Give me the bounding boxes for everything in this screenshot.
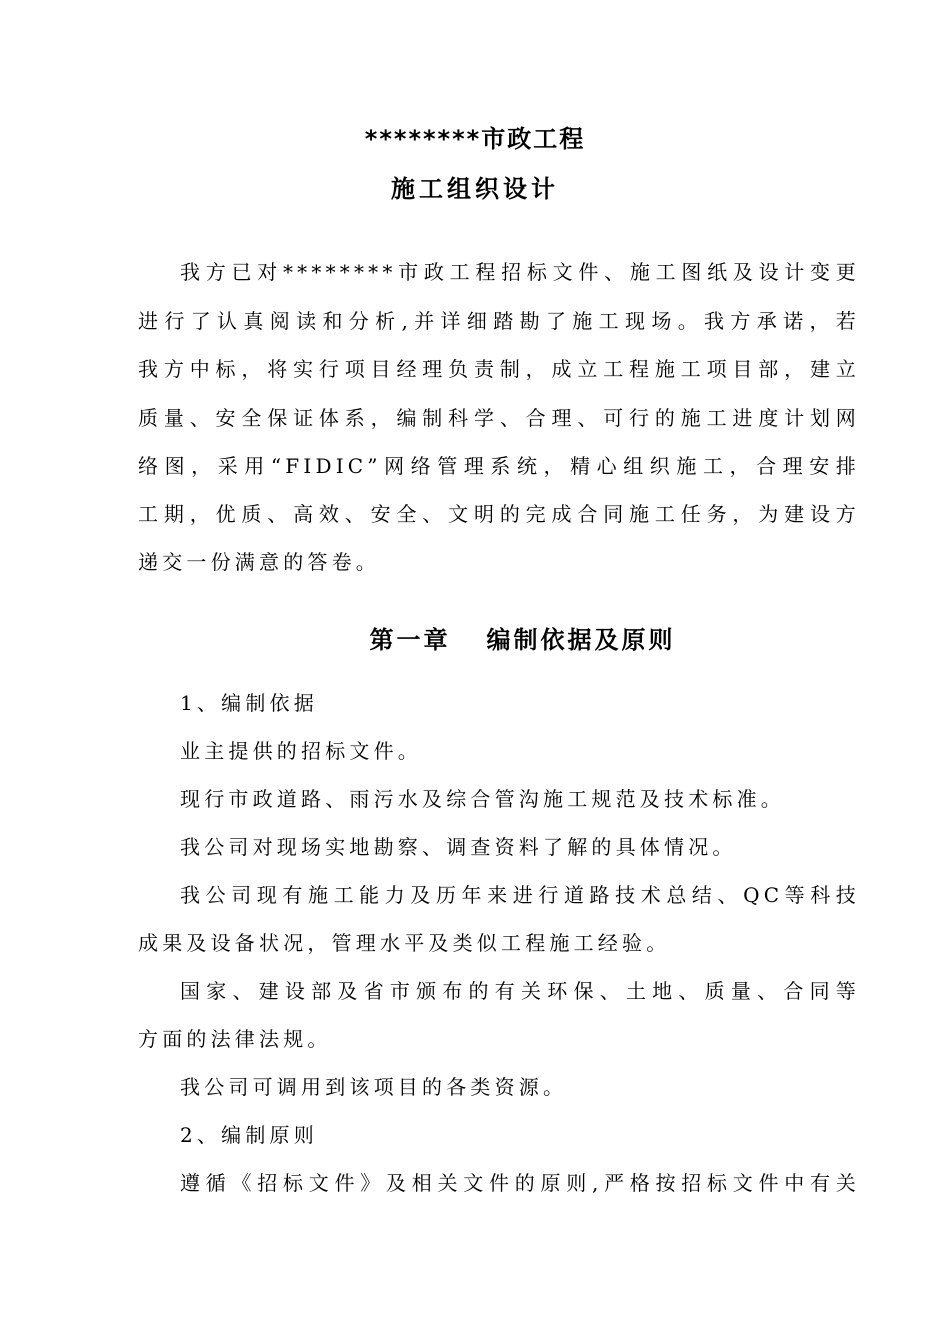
section-heading: 1、编制依据 [180, 691, 318, 715]
intro-paragraph-line: 我方中标，将实行项目经理负责制，成立工程施工项目部，建立 [138, 357, 860, 381]
body-line: 遵循《招标文件》及相关文件的原则,严格按招标文件中有关 [180, 1171, 860, 1195]
body-line: 业主提供的招标文件。 [180, 739, 422, 763]
chapter-heading [0, 624, 950, 656]
intro-paragraph-line: 工期，优质、高效、安全、文明的完成合同施工任务，为建设方 [138, 502, 860, 526]
body-line: 我公司可调用到该项目的各类资源。 [180, 1075, 568, 1099]
intro-paragraph-line: 质量、安全保证体系，编制科学、合理、可行的施工进度计划网 [138, 406, 860, 430]
intro-paragraph-line: 递交一份满意的答卷。 [138, 550, 380, 574]
chapter-title: 编制依据及原则 [486, 626, 676, 654]
body-line: 我公司对现场实地勘察、调查资料了解的具体情况。 [180, 835, 737, 859]
section-heading: 2、编制原则 [180, 1123, 318, 1147]
document-title: ********市政工程 [364, 125, 586, 153]
document-subtitle: 施工组织设计 [391, 175, 559, 203]
body-line: 方面的法律法规。 [138, 1027, 332, 1051]
body-line: 我公司现有施工能力及历年来进行道路技术总结、QC等科技 [180, 883, 860, 907]
body-line: 成果及设备状况，管理水平及类似工程施工经验。 [138, 931, 671, 955]
intro-paragraph-line: 络图，采用“FIDIC”网络管理系统，精心组织施工，合理安排 [138, 454, 860, 478]
chapter-number: 第一章 [369, 626, 451, 654]
intro-paragraph-line: 进行了认真阅读和分析,并详细踏勘了施工现场。我方承诺，若 [138, 309, 860, 333]
body-line: 现行市政道路、雨污水及综合管沟施工规范及技术标准。 [180, 787, 785, 811]
intro-paragraph-line: 我方已对********市政工程招标文件、施工图纸及设计变更 [180, 260, 860, 284]
body-line: 国家、建设部及省市颁布的有关环保、土地、质量、合同等 [180, 979, 860, 1003]
